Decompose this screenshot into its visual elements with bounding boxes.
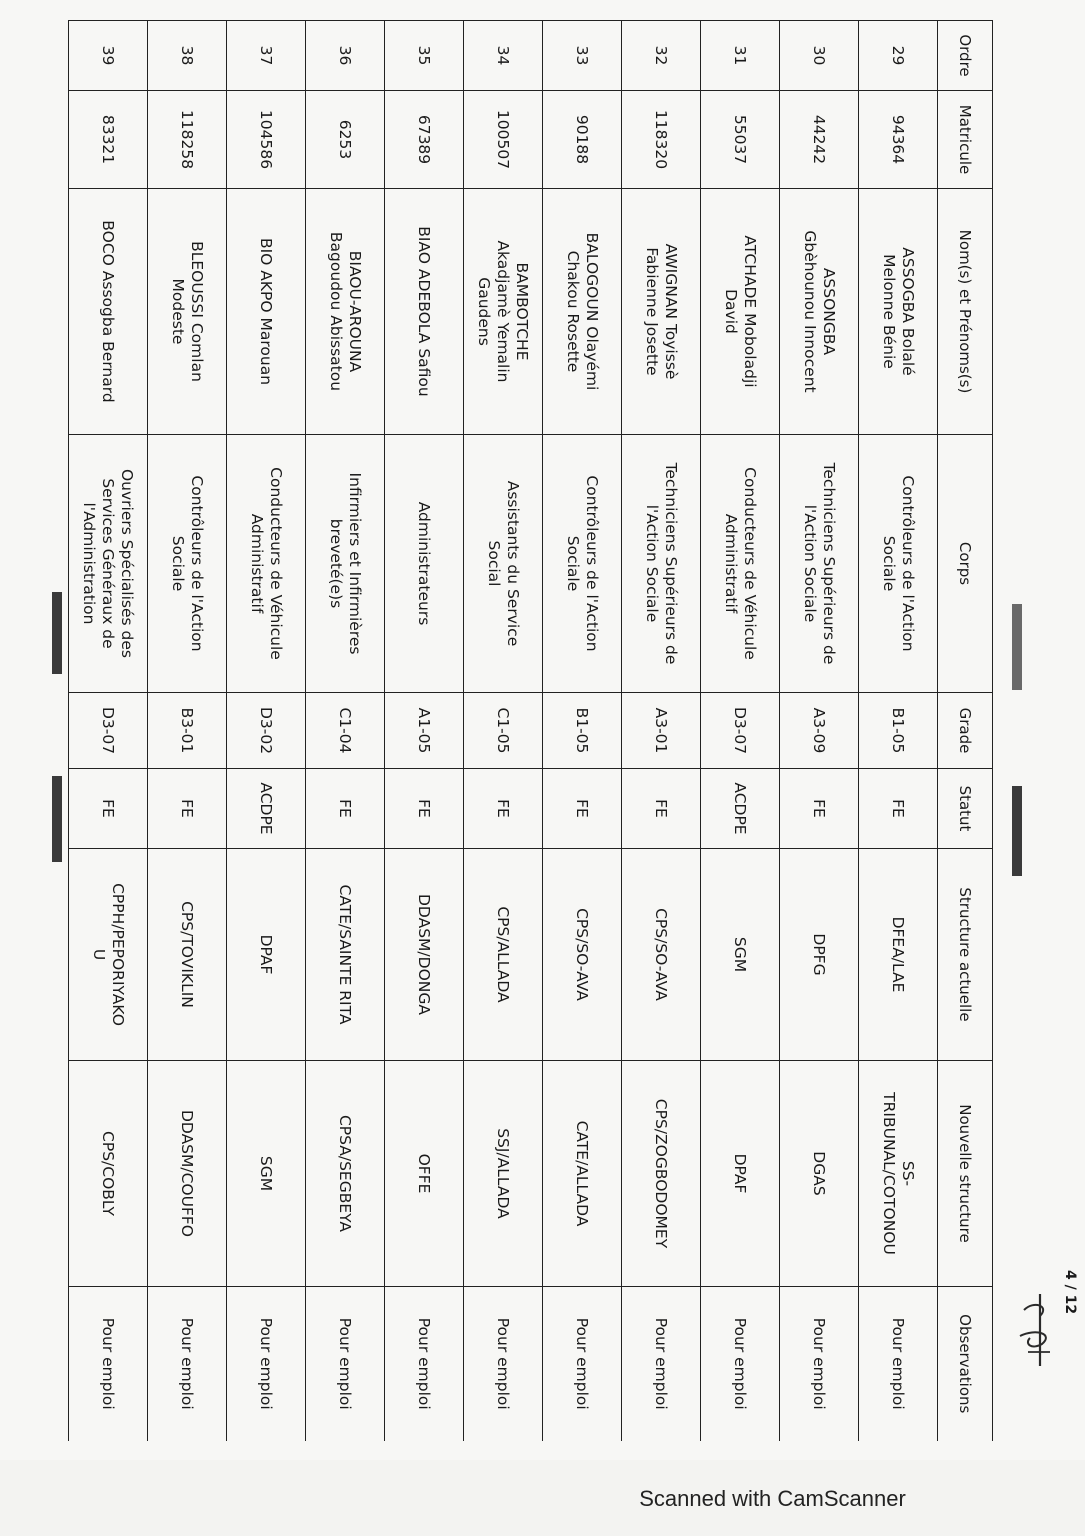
table-row xyxy=(227,21,306,1441)
cell-structure-actuelle: CPS/TOVIKLIN xyxy=(148,849,227,1061)
cell-nouvelle-structure: CPS/ZOGBODOMEY xyxy=(622,1061,701,1287)
cell-observations: Pour emploi xyxy=(780,1287,859,1441)
cell-ordre: 32 xyxy=(622,21,701,91)
cell-noms: BALOGOUN Olayémi Chakou Rosette xyxy=(543,189,622,435)
table-row xyxy=(701,21,780,1441)
cell-structure-actuelle: CATE/SAINTE RITA xyxy=(306,849,385,1061)
cell-statut: FE xyxy=(543,769,622,849)
cell-corps: Conducteurs de Véhicule Administratif xyxy=(701,435,780,693)
cell-matricule: 67389 xyxy=(385,91,464,189)
cell-nouvelle-structure: CATE/ALLADA xyxy=(543,1061,622,1287)
cell-observations: Pour emploi xyxy=(859,1287,938,1441)
cell-nouvelle-structure: SSJ/ALLADA xyxy=(464,1061,543,1287)
cell-corps: Contrôleurs de l'Action Sociale xyxy=(148,435,227,693)
cell-ordre: 34 xyxy=(464,21,543,91)
cell-grade: C1-04 xyxy=(306,693,385,769)
cell-structure-actuelle: CPS/ALLADA xyxy=(464,849,543,1061)
cell-ordre: 31 xyxy=(701,21,780,91)
cell-nouvelle-structure: SS- TRIBUNAL/COTONOU xyxy=(859,1061,938,1287)
cell-nouvelle-structure: CPSA/SEGBEYA xyxy=(306,1061,385,1287)
cell-matricule: 55037 xyxy=(701,91,780,189)
cell-corps: Techniciens Supérieurs de l'Action Sociale xyxy=(780,435,859,693)
table-header-row xyxy=(938,21,993,1441)
cell-matricule: 44242 xyxy=(780,91,859,189)
cell-grade: D3-02 xyxy=(227,693,306,769)
cell-grade: A3-01 xyxy=(622,693,701,769)
cell-matricule: 100507 xyxy=(464,91,543,189)
header-corps: Corps xyxy=(938,435,993,693)
cell-ordre: 29 xyxy=(859,21,938,91)
cell-statut: FE xyxy=(148,769,227,849)
cell-statut: FE xyxy=(464,769,543,849)
cell-grade: B1-05 xyxy=(543,693,622,769)
cell-ordre: 38 xyxy=(148,21,227,91)
table-row xyxy=(464,21,543,1441)
table-row xyxy=(306,21,385,1441)
scan-mark-1 xyxy=(52,592,62,674)
cell-matricule: 90188 xyxy=(543,91,622,189)
table-row xyxy=(69,21,148,1441)
header-noms: Nom(s) et Prénoms(s) xyxy=(938,189,993,435)
cell-observations: Pour emploi xyxy=(227,1287,306,1441)
header-observations: Observations xyxy=(938,1287,993,1441)
personnel-table xyxy=(68,20,993,1441)
cell-statut: ACDPE xyxy=(701,769,780,849)
cell-noms: BIO AKPO Marouan xyxy=(227,189,306,435)
header-grade: Grade xyxy=(938,693,993,769)
camscanner-footer: Scanned with CamScanner xyxy=(639,1486,906,1511)
scan-mark-4 xyxy=(1012,786,1022,876)
cell-corps: Contrôleurs de l'Action Sociale xyxy=(859,435,938,693)
cell-structure-actuelle: CPS/SO-AVA xyxy=(622,849,701,1061)
cell-observations: Pour emploi xyxy=(701,1287,780,1441)
cell-ordre: 33 xyxy=(543,21,622,91)
cell-corps: Ouvriers Spécialisés des Services Généraux de l'Administration xyxy=(69,435,148,693)
cell-nouvelle-structure: DPAF xyxy=(701,1061,780,1287)
cell-grade: B1-05 xyxy=(859,693,938,769)
cell-nouvelle-structure: SGM xyxy=(227,1061,306,1287)
cell-ordre: 36 xyxy=(306,21,385,91)
cell-matricule: 104586 xyxy=(227,91,306,189)
cell-structure-actuelle: DDASM/DONGA xyxy=(385,849,464,1061)
table-row xyxy=(148,21,227,1441)
cell-noms: BOCO Assogba Bernard xyxy=(69,189,148,435)
cell-statut: FE xyxy=(306,769,385,849)
cell-nouvelle-structure: DDASM/COUFFO xyxy=(148,1061,227,1287)
cell-corps: Assistants du Service Social xyxy=(464,435,543,693)
table-row xyxy=(385,21,464,1441)
header-ordre: Ordre xyxy=(938,21,993,91)
cell-ordre: 39 xyxy=(69,21,148,91)
table-row xyxy=(780,21,859,1441)
cell-corps: Administrateurs xyxy=(385,435,464,693)
cell-corps: Contrôleurs de l'Action Sociale xyxy=(543,435,622,693)
cell-noms: BLEOUSSI Comlan Modeste xyxy=(148,189,227,435)
cell-noms: BAMBOTCHE Akadjamè Yemalin Gaudens xyxy=(464,189,543,435)
cell-corps: Conducteurs de Véhicule Administratif xyxy=(227,435,306,693)
cell-matricule: 118320 xyxy=(622,91,701,189)
header-statut: Statut xyxy=(938,769,993,849)
cell-matricule: 94364 xyxy=(859,91,938,189)
cell-noms: ATCHADE Moboladji David xyxy=(701,189,780,435)
cell-observations: Pour emploi xyxy=(306,1287,385,1441)
cell-structure-actuelle: SGM xyxy=(701,849,780,1061)
cell-structure-actuelle: CPPH/PEPORIYAKO U xyxy=(69,849,148,1061)
cell-grade: D3-07 xyxy=(69,693,148,769)
cell-noms: BIAOU-AROUNA Bagoudou Abissatou xyxy=(306,189,385,435)
cell-ordre: 30 xyxy=(780,21,859,91)
cell-structure-actuelle: DFEA/LAE xyxy=(859,849,938,1061)
cell-structure-actuelle: DPAF xyxy=(227,849,306,1061)
cell-statut: FE xyxy=(622,769,701,849)
cell-matricule: 6253 xyxy=(306,91,385,189)
cell-grade: A1-05 xyxy=(385,693,464,769)
cell-observations: Pour emploi xyxy=(69,1287,148,1441)
page-number: 4 / 12 xyxy=(1062,1270,1078,1315)
cell-corps: Techniciens Supérieurs de l'Action Sociale xyxy=(622,435,701,693)
header-matricule: Matricule xyxy=(938,91,993,189)
cell-ordre: 35 xyxy=(385,21,464,91)
cell-noms: BIAO ADEBOLA Safiou xyxy=(385,189,464,435)
scan-mark-2 xyxy=(52,776,62,862)
cell-statut: FE xyxy=(385,769,464,849)
cell-grade: B3-01 xyxy=(148,693,227,769)
cell-statut: FE xyxy=(780,769,859,849)
cell-grade: C1-05 xyxy=(464,693,543,769)
header-structure-actuelle: Structure actuelle xyxy=(938,849,993,1061)
cell-grade: D3-07 xyxy=(701,693,780,769)
cell-nouvelle-structure: CPS/COBLY xyxy=(69,1061,148,1287)
cell-nouvelle-structure: OFFE xyxy=(385,1061,464,1287)
cell-matricule: 118258 xyxy=(148,91,227,189)
cell-structure-actuelle: CPS/SO-AVA xyxy=(543,849,622,1061)
cell-observations: Pour emploi xyxy=(148,1287,227,1441)
cell-statut: FE xyxy=(69,769,148,849)
cell-observations: Pour emploi xyxy=(543,1287,622,1441)
cell-statut: FE xyxy=(859,769,938,849)
cell-noms: AWIGNAN Toyissè Fabienne Josette xyxy=(622,189,701,435)
cell-corps: Infirmiers et Infirmières breveté(e)s xyxy=(306,435,385,693)
cell-grade: A3-09 xyxy=(780,693,859,769)
scan-mark-3 xyxy=(1012,604,1022,690)
cell-observations: Pour emploi xyxy=(385,1287,464,1441)
header-nouvelle-structure: Nouvelle structure xyxy=(938,1061,993,1287)
cell-noms: ASSONGBA Gbèhounou Innocent xyxy=(780,189,859,435)
cell-matricule: 83321 xyxy=(69,91,148,189)
cell-ordre: 37 xyxy=(227,21,306,91)
personnel-table-rotated xyxy=(70,20,993,1440)
cell-observations: Pour emploi xyxy=(622,1287,701,1441)
table-row xyxy=(859,21,938,1441)
cell-statut: ACDPE xyxy=(227,769,306,849)
table-row xyxy=(622,21,701,1441)
cell-noms: ASSOGBA Bolalé Melonne Bénie xyxy=(859,189,938,435)
cell-observations: Pour emploi xyxy=(464,1287,543,1441)
cell-nouvelle-structure: DGAS xyxy=(780,1061,859,1287)
cell-structure-actuelle: DPFG xyxy=(780,849,859,1061)
table-row xyxy=(543,21,622,1441)
